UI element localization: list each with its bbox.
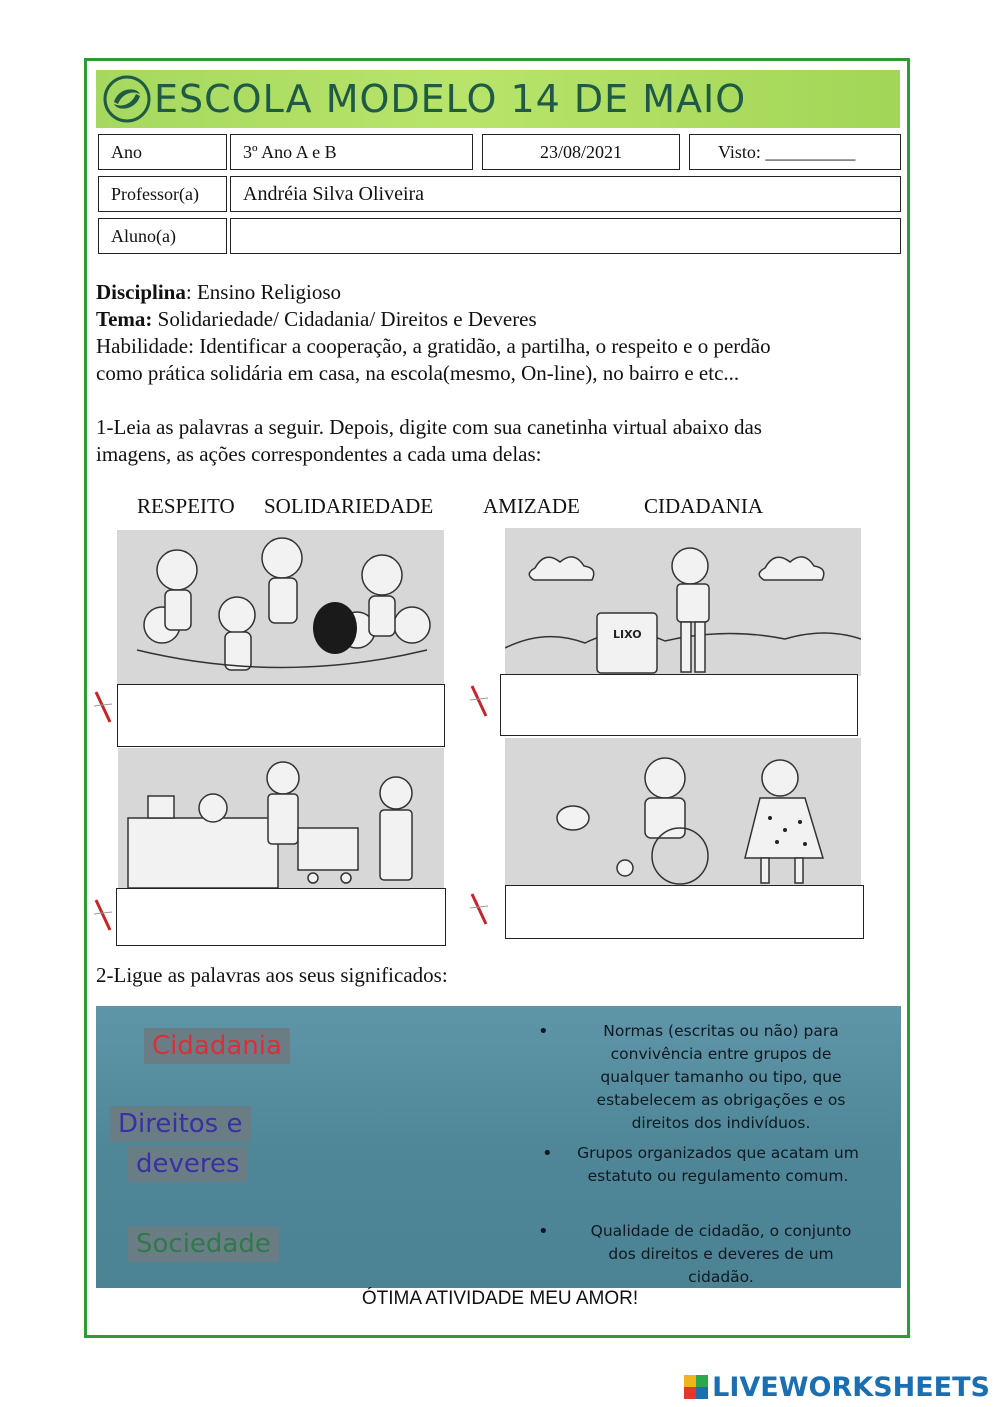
term-sociedade[interactable]: Sociedade bbox=[128, 1226, 279, 1262]
bullet-dot-icon: • bbox=[538, 1021, 549, 1042]
image-boy-trash bbox=[505, 528, 861, 676]
pen-icon[interactable] bbox=[468, 684, 490, 718]
school-logo-icon bbox=[102, 74, 152, 124]
habilidade-line-1: Habilidade: Identificar a cooperação, a gratidão, a partilha, o respeito e o perdão bbox=[96, 334, 771, 358]
question1-line-1: 1-Leia as palavras a seguir. Depois, digite com sua canetinha virtual abaixo das bbox=[96, 415, 762, 439]
ano-label: Ano bbox=[98, 134, 227, 170]
answer-box-3[interactable] bbox=[116, 888, 446, 946]
professor-label: Professor(a) bbox=[98, 176, 227, 212]
question1-line-2: imagens, as ações correspondentes a cada uma delas: bbox=[96, 442, 542, 466]
tema-line bbox=[96, 306, 537, 333]
liveworksheets-logo-icon bbox=[684, 1375, 708, 1399]
liveworksheets-brand[interactable] bbox=[684, 1370, 990, 1404]
question2-prompt: 2-Ligue as palavras aos seus significados: bbox=[96, 963, 448, 987]
image-children-circle bbox=[117, 530, 444, 685]
aluno-input[interactable] bbox=[230, 218, 901, 254]
tema-value: Solidariedade/ Cidadania/ Direitos e Deveres bbox=[152, 307, 537, 331]
professor-value: Andréia Silva Oliveira bbox=[230, 176, 901, 212]
image-market-checkout bbox=[118, 748, 444, 888]
school-name: ESCOLA MODELO 14 DE MAIO bbox=[154, 77, 747, 121]
answer-box-2[interactable] bbox=[500, 674, 858, 736]
bullet-dot-icon: • bbox=[538, 1221, 549, 1242]
pen-icon[interactable] bbox=[92, 898, 114, 932]
answer-box-1[interactable] bbox=[117, 684, 445, 747]
habilidade-line-2: como prática solidária em casa, na escola(mesmo, On-line), no bairro e etc... bbox=[96, 361, 740, 385]
trash-label: LIXO bbox=[613, 628, 642, 641]
answer-box-4[interactable] bbox=[505, 885, 864, 939]
visto-field: Visto: __________ bbox=[689, 134, 901, 170]
image-wheelchair bbox=[505, 738, 861, 888]
definition-2[interactable]: • Grupos organizados que acatam um estatuto ou regulamento comum. bbox=[542, 1143, 859, 1185]
date-field: 23/08/2021 bbox=[482, 134, 680, 170]
pen-icon[interactable] bbox=[92, 690, 114, 724]
aluno-label: Aluno(a) bbox=[98, 218, 227, 254]
brand-text: LIVEWORKSHEETS bbox=[712, 1371, 990, 1403]
word-solidariedade: SOLIDARIEDADE bbox=[264, 494, 434, 518]
definition-1[interactable]: • Normas (escritas ou não) para convivência entre grupos de qualquer tamanho ou tipo, que estabelecem as obrigações e os direitos dos indivíduos. bbox=[538, 1021, 846, 1132]
word-cidadania: CIDADANIA bbox=[644, 494, 763, 518]
word-respeito: RESPEITO bbox=[137, 494, 235, 518]
bullet-dot-icon: • bbox=[542, 1143, 553, 1164]
matching-panel bbox=[96, 1006, 901, 1288]
school-banner bbox=[96, 70, 900, 128]
word-amizade: AMIZADE bbox=[483, 494, 580, 518]
term-deveres[interactable]: deveres bbox=[128, 1146, 248, 1182]
footer-message: ÓTIMA ATIVIDADE MEU AMOR! bbox=[361, 1288, 639, 1309]
disciplina-label: Disciplina bbox=[96, 280, 186, 304]
ano-value: 3º Ano A e B bbox=[230, 134, 473, 170]
term-cidadania[interactable]: Cidadania bbox=[144, 1028, 290, 1064]
disciplina-line bbox=[96, 279, 341, 306]
definition-3[interactable]: • Qualidade de cidadão, o conjunto dos direitos e deveres de um cidadão. bbox=[538, 1221, 852, 1286]
disciplina-value: : Ensino Religioso bbox=[185, 280, 342, 304]
pen-icon[interactable] bbox=[468, 892, 490, 926]
term-direitos[interactable]: Direitos e bbox=[110, 1106, 251, 1142]
tema-label: Tema: bbox=[96, 307, 153, 331]
